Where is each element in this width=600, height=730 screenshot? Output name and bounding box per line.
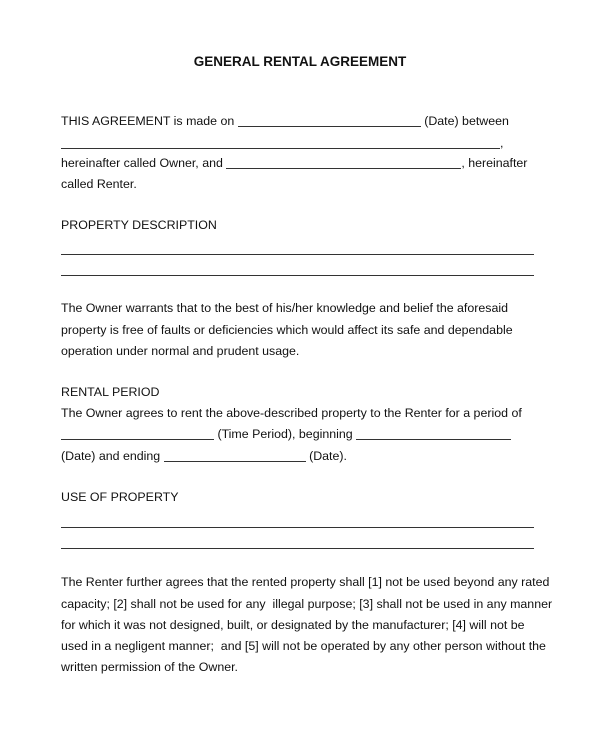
agreement-date-line bbox=[61, 113, 509, 129]
intro-text: , hereinafter bbox=[461, 156, 528, 170]
rental-period-text: (Time Period), beginning bbox=[214, 427, 357, 441]
property-description-heading: PROPERTY DESCRIPTION bbox=[61, 218, 217, 232]
intro-text: THIS AGREEMENT is made on bbox=[61, 114, 238, 128]
rental-period-text: (Date) and ending bbox=[61, 449, 164, 463]
rental-period-line bbox=[61, 426, 511, 442]
property-description-blank[interactable] bbox=[61, 254, 534, 255]
comma: , bbox=[500, 136, 504, 150]
intro-text: called Renter. bbox=[61, 177, 137, 191]
warranty-text: property is free of faults or deficiencies which would affect its safe and dependable bbox=[61, 323, 513, 337]
warranty-text: operation under normal and prudent usage. bbox=[61, 344, 300, 358]
rental-period-line bbox=[61, 448, 347, 464]
intro-text: (Date) between bbox=[420, 114, 509, 128]
use-terms-text: capacity; [2] shall not be used for any illegal purpose; [3] shall not be used in any manner bbox=[61, 597, 553, 611]
document-title: GENERAL RENTAL AGREEMENT bbox=[193, 54, 407, 69]
start-date-blank[interactable] bbox=[356, 427, 511, 440]
use-of-property-blank[interactable] bbox=[61, 548, 534, 549]
use-terms-text: for which it was not designed, built, or designated by the manufacturer; [4] will not be bbox=[61, 618, 525, 632]
rental-period-text: The Owner agrees to rent the above-described property to the Renter for a period of bbox=[61, 406, 522, 420]
intro-text: hereinafter called Owner, and bbox=[61, 156, 227, 170]
time-period-blank[interactable] bbox=[61, 427, 214, 440]
date-blank[interactable] bbox=[238, 114, 421, 127]
use-terms-text: The Renter further agrees that the rented property shall [1] not be used beyond any rated bbox=[61, 575, 550, 589]
rental-period-heading: RENTAL PERIOD bbox=[61, 385, 160, 399]
property-description-blank[interactable] bbox=[61, 275, 534, 276]
use-terms-text: used in a negligent manner; and [5] will not be operated by any other person without the bbox=[61, 639, 546, 653]
end-date-blank[interactable] bbox=[164, 449, 306, 462]
renter-name-line bbox=[61, 155, 527, 171]
use-terms-text: written permission of the Owner. bbox=[61, 660, 238, 674]
use-of-property-blank[interactable] bbox=[61, 527, 534, 528]
use-of-property-heading: USE OF PROPERTY bbox=[61, 490, 179, 504]
owner-name-blank[interactable] bbox=[61, 136, 500, 149]
warranty-text: The Owner warrants that to the best of his/her knowledge and belief the aforesaid bbox=[61, 301, 509, 315]
rental-period-text: (Date). bbox=[305, 449, 347, 463]
owner-name-line bbox=[61, 135, 503, 151]
renter-name-blank[interactable] bbox=[226, 156, 461, 169]
